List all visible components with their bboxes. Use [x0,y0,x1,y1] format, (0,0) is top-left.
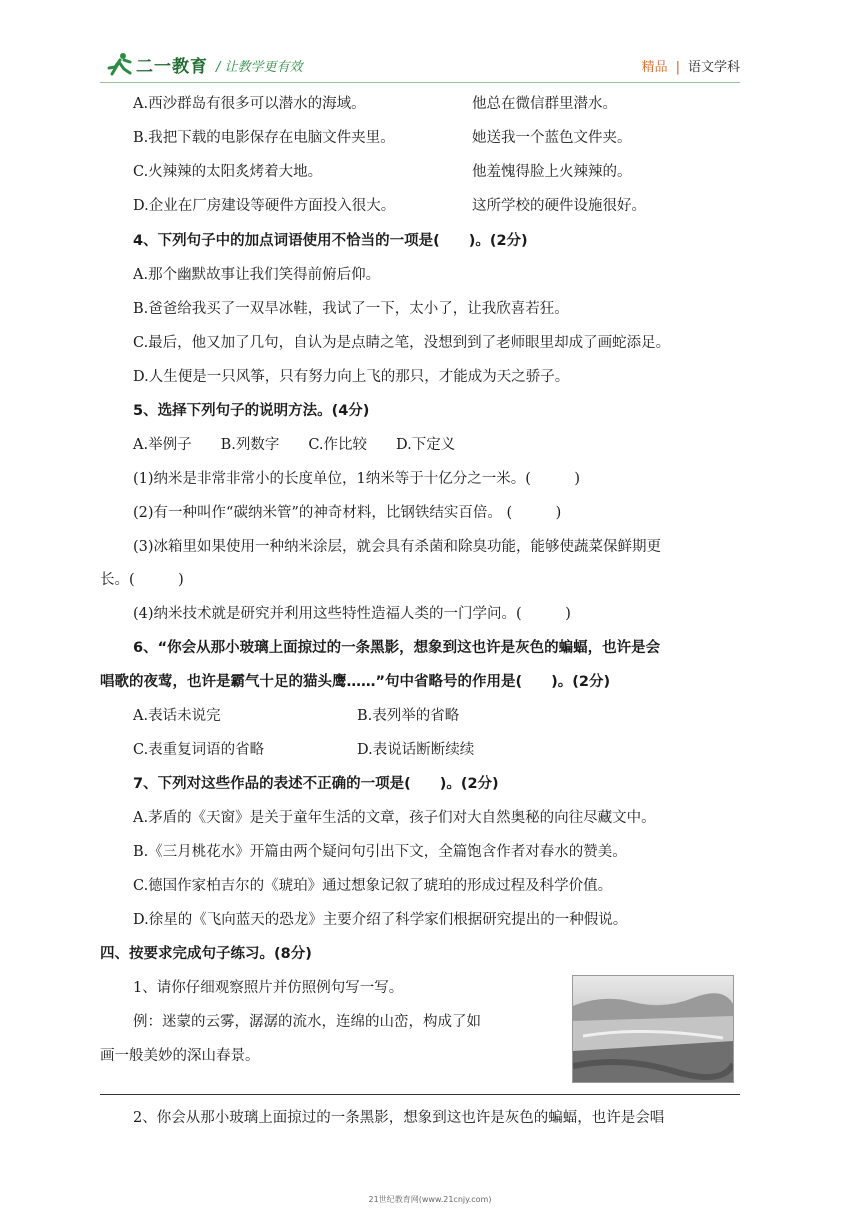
header-divider: | [675,60,680,75]
header-rule [100,82,740,83]
q5-item-3-cont: 长。( ) [100,572,184,588]
subject-label: 语文学科 [687,60,740,75]
q5-item-3: (3)冰箱里如果使用一种纳米涂层，就会具有杀菌和除臭功能，能够使蔬菜保鲜期更 [133,539,662,555]
q3-option-b-left: B.我把下载的电影保存在电脑文件夹里。 [133,130,395,146]
q6-title-line2: 唱歌的夜莺，也许是霸气十足的猫头鹰……”句中省略号的作用是( )。(2分) [100,674,611,690]
q7-option-c: C.德国作家柏吉尔的《琥珀》通过想象记叙了琥珀的形成过程及科学价值。 [133,878,613,894]
q7-option-d: D.徐星的《飞向蓝天的恐龙》主要介绍了科学家们根据研究提出的一种假说。 [133,912,628,928]
section4-title: 四、按要求完成句子练习。(8分) [100,946,312,962]
q4-option-b: B.爸爸给我买了一双旱冰鞋，我试了一下，太小了，让我欣喜若狂。 [133,301,569,317]
q7-option-b: B.《三月桃花水》开篇由两个疑问句引出下文，全篇饱含作者对春水的赞美。 [133,844,627,860]
section4-q2: 2、你会从那小玻璃上面掠过的一条黑影，想象到这也许是灰色的蝙蝠，也许是会唱 [133,1110,665,1126]
q5-item-4: (4)纳米技术就是研究并利用这些特性造福人类的一门学问。( ) [133,606,571,622]
q5-item-2: (2)有一种叫作“碳纳米管”的神奇材料，比钢铁结实百倍。 ( ) [133,505,562,521]
q5-title: 5、选择下列句子的说明方法。(4分) [133,403,370,419]
page-header [100,46,740,82]
q4-title: 4、下列句子中的加点词语使用不恰当的一项是( )。(2分) [133,233,528,249]
brand-slogan: / 让教学更有效 [216,60,303,75]
q4-option-c: C.最后，他又加了几句，自认为是点睛之笔，没想到到了老师眼里却成了画蛇添足。 [133,335,671,351]
quality-badge: 精品 [641,60,668,75]
q3-option-a-left: A.西沙群岛有很多可以潜水的海域。 [133,96,366,112]
landscape-photo [572,975,734,1083]
q3-option-b-right: 她送我一个蓝色文件夹。 [472,130,632,146]
q4-option-a: A.那个幽默故事让我们笑得前俯后仰。 [133,267,381,283]
photo-drawing [573,976,733,1082]
q6-option-c: C.表重复词语的省略 [133,742,265,758]
q5-item-1: (1)纳米是非常非常小的长度单位，1纳米等于十亿分之一米。( ) [133,471,581,487]
page-footer: 21世纪教育网(www.21cnjy.com) [368,1195,492,1204]
q3-option-d-right: 这所学校的硬件设施很好。 [472,198,646,214]
q6-title-line1: 6、“你会从那小玻璃上面掠过的一条黑影，想象到这也许是灰色的蝙蝠，也许是会 [133,640,661,656]
q3-option-a-right: 他总在微信群里潜水。 [472,96,617,112]
section4-example-line1: 例：迷蒙的云雾，潺潺的流水，连绵的山峦，构成了如 [133,1014,481,1030]
q7-title: 7、下列对这些作品的表述不正确的一项是( )。(2分) [133,776,499,792]
brand-name: 二一教育 [136,57,208,77]
answer-underline[interactable] [100,1094,740,1095]
q7-option-a: A.茅盾的《天窗》是关于童年生活的文章，孩子们对大自然奥秘的向往尽藏文中。 [133,810,656,826]
q5-choices: A.举例子 B.列数字 C.作比较 D.下定义 [133,437,456,453]
runner-logo-icon [106,52,134,78]
section4-q1: 1、请你仔细观察照片并仿照例句写一写。 [133,980,404,996]
q3-option-c-right: 他羞愧得脸上火辣辣的。 [472,164,632,180]
q6-option-b: B.表列举的省略 [357,708,460,724]
q3-option-d-left: D.企业在厂房建设等硬件方面投入很大。 [133,198,396,214]
section4-example-line2: 画一般美妙的深山春景。 [100,1048,260,1064]
q4-option-d: D.人生便是一只风筝，只有努力向上飞的那只，才能成为天之骄子。 [133,369,570,385]
q6-option-a: A.表话未说完 [133,708,221,724]
header-right [642,56,740,75]
q6-option-d: D.表说话断断续续 [357,742,475,758]
q3-option-c-left: C.火辣辣的太阳炙烤着大地。 [133,164,323,180]
